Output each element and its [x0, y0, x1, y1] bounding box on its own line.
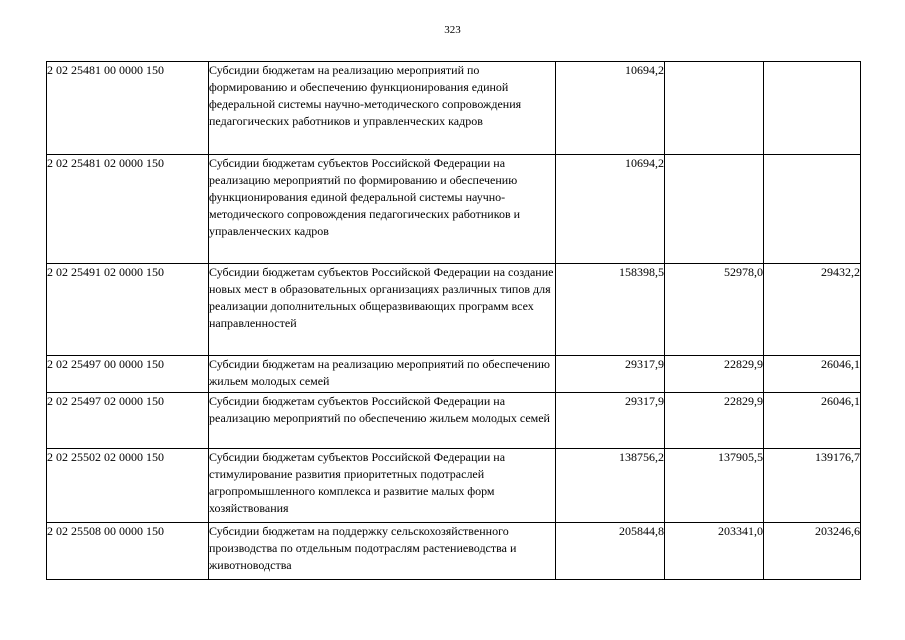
value-cell-3: 139176,7 [764, 449, 861, 523]
table-row [47, 356, 861, 393]
value-cell-2: 52978,0 [665, 264, 764, 356]
description-cell [209, 264, 556, 356]
description-text: Субсидии бюджетам субъектов Российской Федерации на реализацию мероприятий по обеспечению жильем молодых семей [209, 394, 550, 425]
value-cell-1: 138756,2 [556, 449, 665, 523]
budget-code-cell: 2 02 25497 02 0000 150 [47, 393, 209, 449]
budget-table [46, 61, 861, 580]
table-row [47, 393, 861, 449]
budget-code-cell: 2 02 25508 00 0000 150 [47, 523, 209, 580]
description-text: Субсидии бюджетам на реализацию мероприятий по обеспечению жильем молодых семей [209, 357, 550, 388]
value-cell-1: 29317,9 [556, 356, 665, 393]
value-cell-3: 26046,1 [764, 393, 861, 449]
value-cell-1: 205844,8 [556, 523, 665, 580]
value-cell-2: 22829,9 [665, 393, 764, 449]
page-number: 323 [444, 24, 461, 36]
budget-code-cell: 2 02 25481 00 0000 150 [47, 62, 209, 155]
budget-code-cell: 2 02 25502 02 0000 150 [47, 449, 209, 523]
budget-code-cell: 2 02 25481 02 0000 150 [47, 155, 209, 264]
budget-code-cell: 2 02 25497 00 0000 150 [47, 356, 209, 393]
description-cell [209, 449, 556, 523]
table-row [47, 523, 861, 580]
description-text: Субсидии бюджетам на реализацию мероприятий по формированию и обеспечению функционирования единой федеральной системы научно-методического сопровождения педагогических работников и управленческих кадров [209, 63, 522, 128]
table-row [47, 62, 861, 155]
value-cell-1: 29317,9 [556, 393, 665, 449]
description-text: Субсидии бюджетам субъектов Российской Федерации на стимулирование развития приоритетных подотраслей агропромышленного комплекса и развитие малых форм хозяйствования [209, 450, 506, 515]
value-cell-1: 10694,2 [556, 62, 665, 155]
description-cell [209, 62, 556, 155]
value-cell-3 [764, 155, 861, 264]
value-cell-2: 203341,0 [665, 523, 764, 580]
budget-code-cell: 2 02 25491 02 0000 150 [47, 264, 209, 356]
table-row [47, 264, 861, 356]
value-cell-2 [665, 155, 764, 264]
description-cell [209, 393, 556, 449]
description-text: Субсидии бюджетам субъектов Российской Федерации на реализацию мероприятий по формированию и обеспечению функционирования единой федеральной системы научно-методического сопровождения педагогических работников и управленческих кадров [209, 156, 521, 238]
description-text: Субсидии бюджетам на поддержку сельскохозяйственного производства по отдельным подотраслям растениеводства и животноводства [209, 524, 517, 572]
value-cell-1: 158398,5 [556, 264, 665, 356]
value-cell-2: 22829,9 [665, 356, 764, 393]
table-row [47, 155, 861, 264]
value-cell-2: 137905,5 [665, 449, 764, 523]
value-cell-2 [665, 62, 764, 155]
description-text: Субсидии бюджетам субъектов Российской Федерации на создание новых мест в образовательных организациях различных типов для реализации дополнительных общеразвивающих программ всех направленностей [209, 265, 554, 330]
value-cell-3: 29432,2 [764, 264, 861, 356]
value-cell-3: 26046,1 [764, 356, 861, 393]
value-cell-3 [764, 62, 861, 155]
description-cell [209, 523, 556, 580]
table-row [47, 449, 861, 523]
value-cell-3: 203246,6 [764, 523, 861, 580]
value-cell-1: 10694,2 [556, 155, 665, 264]
description-cell [209, 155, 556, 264]
description-cell [209, 356, 556, 393]
